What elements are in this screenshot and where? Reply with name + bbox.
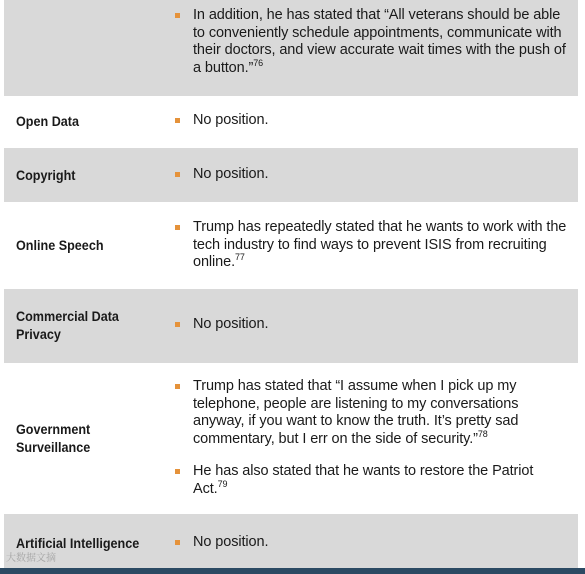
table-row-online-speech: [4, 202, 578, 289]
table-row-open-data: [4, 96, 578, 148]
bottom-bar: [0, 568, 585, 574]
row-label: Copyright: [16, 167, 76, 183]
row-label: Artificial Intelligence: [16, 535, 140, 551]
table-row-government-surveillance: [4, 363, 578, 514]
bullet-marker: [175, 469, 180, 474]
bullet-marker: [175, 225, 180, 230]
row-items: [175, 166, 570, 184]
bullet-text: Trump has stated that “I assume when I pick up my telephone, people are listening to my conversations anyway, if you want to know the truth. It’s pretty sad commentary, but I err on the side of security.”: [193, 378, 519, 447]
bullet-item: [175, 534, 570, 552]
row-label: Open Data: [16, 113, 80, 129]
bullet-marker: [175, 118, 180, 123]
bullet-item: [175, 112, 570, 130]
table-row-artificial-intelligence: [4, 514, 578, 568]
row-items: [175, 378, 570, 498]
bullet-item: [175, 316, 570, 334]
bullet-marker: [175, 172, 180, 177]
bullet-item: [175, 166, 570, 184]
footnote-ref: 79: [217, 478, 228, 489]
table-row-continuation: [4, 0, 578, 96]
bullet-item: [175, 463, 570, 498]
bullet-item: [175, 219, 570, 272]
row-label: Commercial Data Privacy: [16, 308, 119, 342]
table-row-commercial-data-privacy: [4, 289, 578, 363]
row-items: [175, 316, 570, 334]
row-label: Government Surveillance: [16, 421, 91, 455]
bullet-item: [175, 7, 570, 77]
bullet-marker: [175, 322, 180, 327]
bullet-marker: [175, 540, 180, 545]
row-items: [175, 534, 570, 552]
row-label: Online Speech: [16, 237, 104, 253]
row-items: [175, 112, 570, 130]
watermark: 大数据文摘: [6, 553, 56, 564]
footnote-ref: 77: [235, 252, 245, 262]
bullet-text: No position.: [193, 534, 269, 550]
bullet-text: No position.: [193, 166, 269, 182]
bullet-text: No position.: [193, 112, 269, 128]
bullet-text: In addition, he has stated that “All veterans should be able to conveniently schedule appointments, communicate with their doctors, and view accurate wait times with the push of a button.”: [193, 7, 566, 76]
row-items: [175, 219, 570, 272]
bullet-text: He has also stated that he wants to restore the Patriot Act.: [193, 463, 534, 497]
row-items: [175, 7, 570, 77]
footnote-ref: 78: [477, 428, 488, 439]
bullet-text: Trump has repeatedly stated that he wants to work with the tech industry to find ways to prevent ISIS from recruiting online.: [193, 219, 567, 270]
bullet-item: [175, 378, 570, 448]
footnote-ref: 76: [253, 57, 264, 68]
bullet-marker: [175, 384, 180, 389]
bullet-marker: [175, 13, 180, 18]
bullet-text: No position.: [193, 316, 269, 332]
policy-positions-table: [4, 0, 578, 568]
table-row-copyright: [4, 148, 578, 202]
